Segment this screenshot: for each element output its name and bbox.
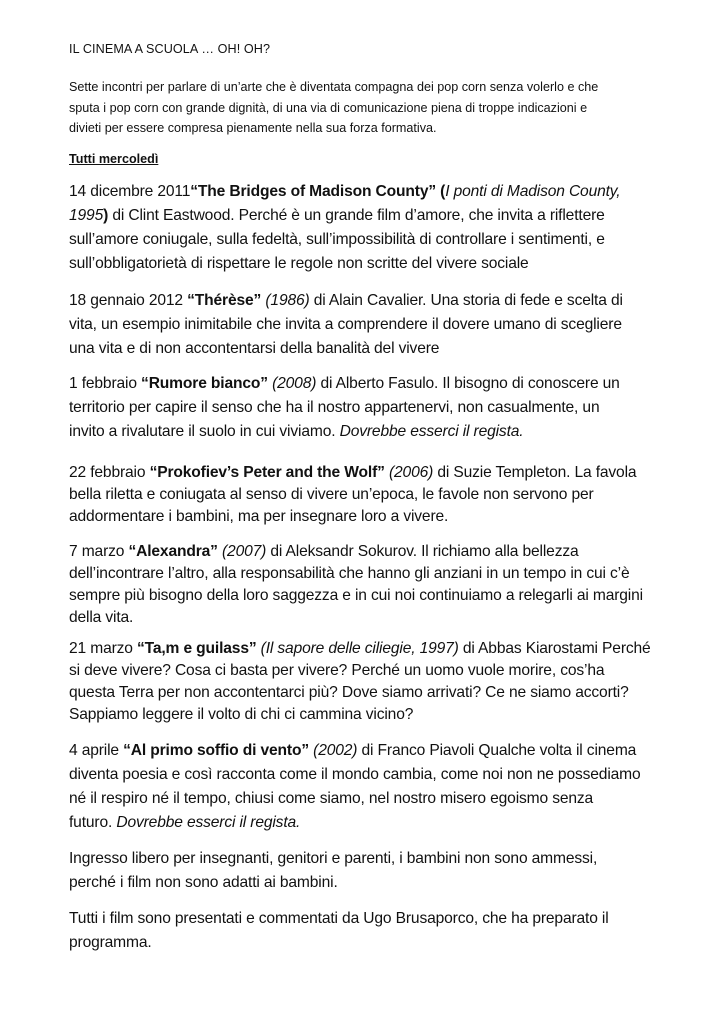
entry-date: 4 aprile (69, 742, 124, 759)
director-note: Dovrebbe esserci il regista. (116, 814, 301, 831)
film-title-close: ) (103, 207, 109, 224)
entry-date: 18 gennaio 2012 (69, 292, 188, 309)
film-entry-bridges-of-madison-county (69, 180, 669, 276)
entry-line (69, 372, 669, 396)
film-title: “Ta,m e guilass” (136, 640, 257, 657)
film-year: 1995 (69, 207, 104, 224)
intro-paragraph (69, 77, 659, 139)
entry-text: di Alberto Fasulo. Il bisogno di conoscere un (316, 375, 620, 392)
film-year: (2002) (308, 742, 358, 759)
entry-line: programma. (69, 934, 152, 951)
entry-line: della vita. (69, 609, 134, 626)
film-title: “Al primo soffio di vento” (123, 742, 309, 759)
film-entry-sapore-delle-ciliegie (69, 638, 669, 726)
entry-text: di Clint Eastwood. Perché è un grande film d’amore, che invita a riflettere (108, 207, 605, 224)
entry-line: Ingresso libero per insegnanti, genitori e parenti, i bambini non sono ammessi, (69, 850, 598, 867)
entry-line: né il respiro né il tempo, chiusi come siamo, nel nostro misero egoismo senza (69, 790, 594, 807)
entry-date: 21 marzo (69, 640, 137, 657)
entry-line (69, 638, 669, 660)
entry-line: Tutti i film sono presentati e commentati da Ugo Brusaporco, che ha preparato il (69, 910, 609, 927)
director-note: Dovrebbe esserci il regista. (339, 423, 524, 440)
entry-line: territorio per capire il senso che ha il nostro appartenervi, non casualmente, un (69, 399, 600, 416)
film-entry-therese (69, 289, 669, 361)
entry-line: sempre più bisogno della loro saggezza e in cui noi continuiamo a relegarli ai margini (69, 587, 643, 604)
entry-date: 22 febbraio (69, 464, 150, 481)
intro-line: sputa i pop corn con grande dignità, di una via di comunicazione piena di troppe indicazioni e (69, 100, 588, 115)
entry-date: 7 marzo (69, 543, 129, 560)
entry-text: invito a rivalutare il suolo in cui viviamo. (69, 423, 340, 440)
film-year: (2007) (217, 543, 267, 560)
entry-line (69, 739, 669, 763)
film-title: “The Bridges of Madison County” ( (190, 183, 446, 200)
film-title: “Prokofiev’s Peter and the Wolf” (149, 464, 385, 481)
film-year: (2006) (384, 464, 434, 481)
film-year: (1986) (261, 292, 310, 309)
entry-line (69, 289, 669, 313)
entry-line: sull’amore coniugale, sulla fedeltà, sull’impossibilità di controllare i sentimenti, e (69, 231, 605, 248)
film-title: “Rumore bianco” (141, 375, 268, 392)
original-title: I ponti di Madison County, (445, 183, 621, 200)
entry-text: di Suzie Templeton. La favola (433, 464, 637, 481)
entry-line: una vita e di non accontentarsi della banalità del vivere (69, 340, 440, 357)
film-title: “Alexandra” (128, 543, 218, 560)
entry-line (69, 180, 669, 204)
entry-line: sull’obbligatorietà di rispettare le regole non scritte del vivere sociale (69, 255, 529, 272)
admission-note (69, 847, 669, 895)
film-year: (2008) (267, 375, 317, 392)
entry-line (69, 462, 669, 484)
entry-date: 1 febbraio (69, 375, 142, 392)
film-entry-alexandra (69, 541, 669, 629)
entry-text: di Alain Cavalier. Una storia di fede e scelta di (309, 292, 623, 309)
entry-line: addormentare i bambini, ma per insegnare loro a vivere. (69, 508, 449, 525)
entry-line: si deve vivere? Cosa ci basta per vivere? Perché un uomo vuole morire, cos’ha (69, 662, 605, 679)
entry-line (69, 811, 669, 835)
intro-line: divieti per essere compresa pienamente nella sua forza formativa. (69, 121, 437, 135)
intro-line: Sette incontri per parlare di un’arte che è diventata compagna dei pop corn senza volerlo e che (69, 80, 599, 94)
entry-text: futuro. (69, 814, 117, 831)
entry-text: di Abbas Kiarostami Perché (458, 640, 651, 657)
film-title: “Thérèse” (187, 292, 262, 309)
entry-text: di Franco Piavoli Qualche volta il cinema (357, 742, 637, 759)
entry-line (69, 541, 669, 563)
entry-line: Sappiamo leggere il volto di chi ci cammina vicino? (69, 706, 414, 723)
document-title: IL CINEMA A SCUOLA … OH! OH? (69, 42, 271, 56)
film-entry-rumore-bianco (69, 372, 669, 444)
entry-date: 14 dicembre 2011 (69, 183, 191, 200)
entry-text: di Aleksandr Sokurov. Il richiamo alla bellezza (266, 543, 579, 560)
entry-line: bella riletta e coniugata al senso di vivere un’epoca, le favole non servono per (69, 486, 594, 503)
entry-line (69, 420, 669, 444)
presenter-note (69, 907, 669, 955)
film-entry-peter-and-the-wolf (69, 462, 669, 528)
entry-line: perché i film non sono adatti ai bambini. (69, 874, 338, 891)
schedule-heading: Tutti mercoledì (69, 152, 159, 166)
film-entry-al-primo-soffio-di-vento (69, 739, 669, 835)
entry-line: questa Terra per non accontentarci più? Dove siamo arrivati? Ce ne siamo accorti? (69, 684, 629, 701)
entry-line: dell’incontrare l’altro, alla responsabilità che hanno gli anziani in un tempo in cui c’è (69, 565, 630, 582)
entry-line (69, 204, 669, 228)
entry-line: diventa poesia e così racconta come il mondo cambia, come noi non ne possediamo (69, 766, 641, 783)
film-year: (Il sapore delle ciliegie, 1997) (256, 640, 459, 657)
entry-line: vita, un esempio inimitabile che invita a comprendere il dovere umano di scegliere (69, 316, 622, 333)
